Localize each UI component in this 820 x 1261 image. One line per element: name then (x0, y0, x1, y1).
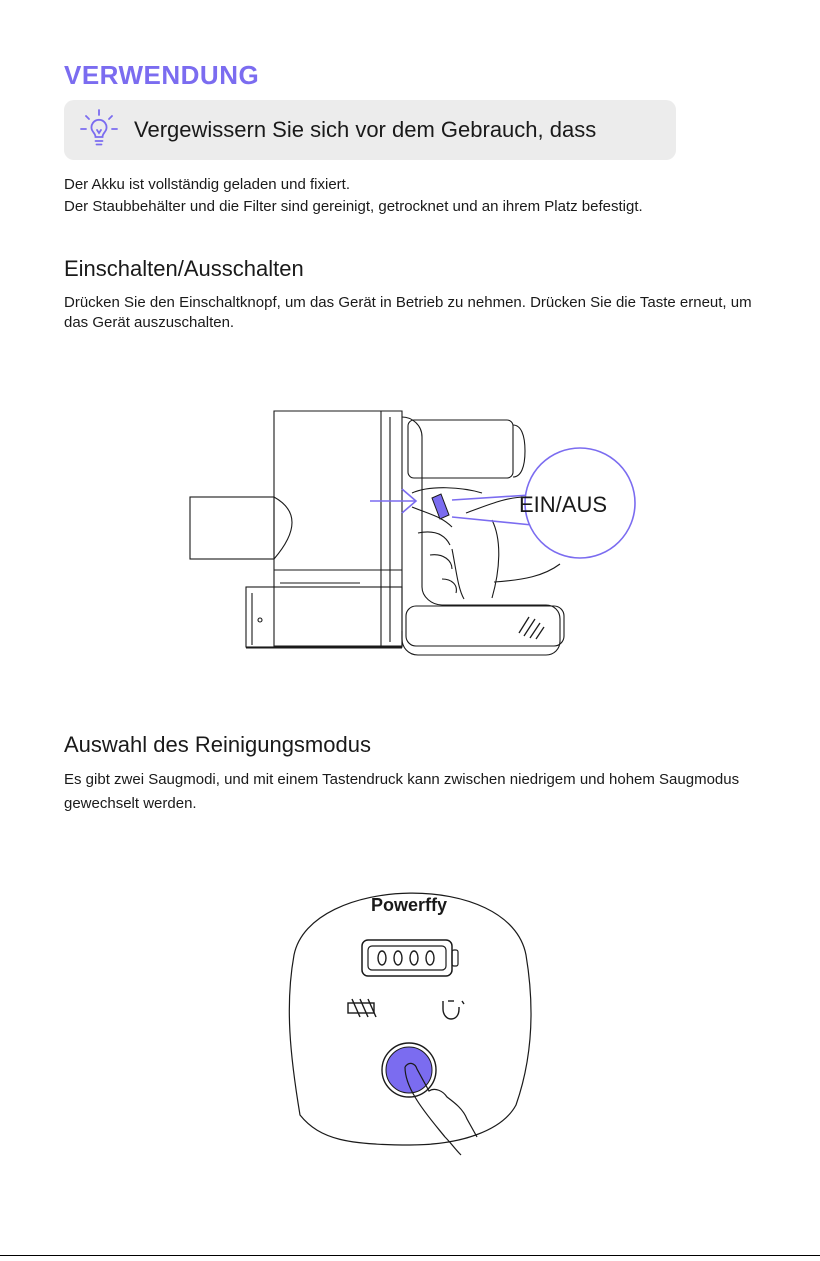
power-callout-label: EIN/AUS (518, 492, 608, 517)
power-description: Drücken Sie den Einschaltknopf, um das Gerät in Betrieb zu nehmen. Drücken Sie die Taste erneut, um das Gerät auszuschalten. (64, 294, 752, 331)
checklist-item: Der Staubbehälter und die Filter sind gereinigt, getrocknet und an ihrem Platz befestigt. (64, 198, 643, 215)
page-title: VERWENDUNG (64, 60, 260, 90)
mode-button-illustration (280, 855, 540, 1160)
power-button-illustration (180, 405, 640, 675)
lightbulb-icon (78, 108, 120, 152)
brand-logo: Powerffy (370, 895, 448, 915)
notice-text: Vergewissern Sie sich vor dem Gebrauch, dass (134, 117, 597, 142)
checklist-item: Der Akku ist vollständig geladen und fixiert. (64, 176, 350, 193)
carpet-mode-icon (443, 1001, 464, 1019)
notice-box (64, 100, 676, 160)
floor-mode-icon (348, 999, 376, 1017)
page-divider (0, 1255, 820, 1256)
mode-description: Es gibt zwei Saugmodi, und mit einem Tastendruck kann zwischen niedrigem und hohem Saugmodus gewechselt werden. (64, 771, 740, 812)
power-heading: Einschalten/Ausschalten (64, 256, 304, 281)
battery-icon (362, 940, 458, 976)
mode-heading: Auswahl des Reinigungsmodus (64, 732, 371, 757)
